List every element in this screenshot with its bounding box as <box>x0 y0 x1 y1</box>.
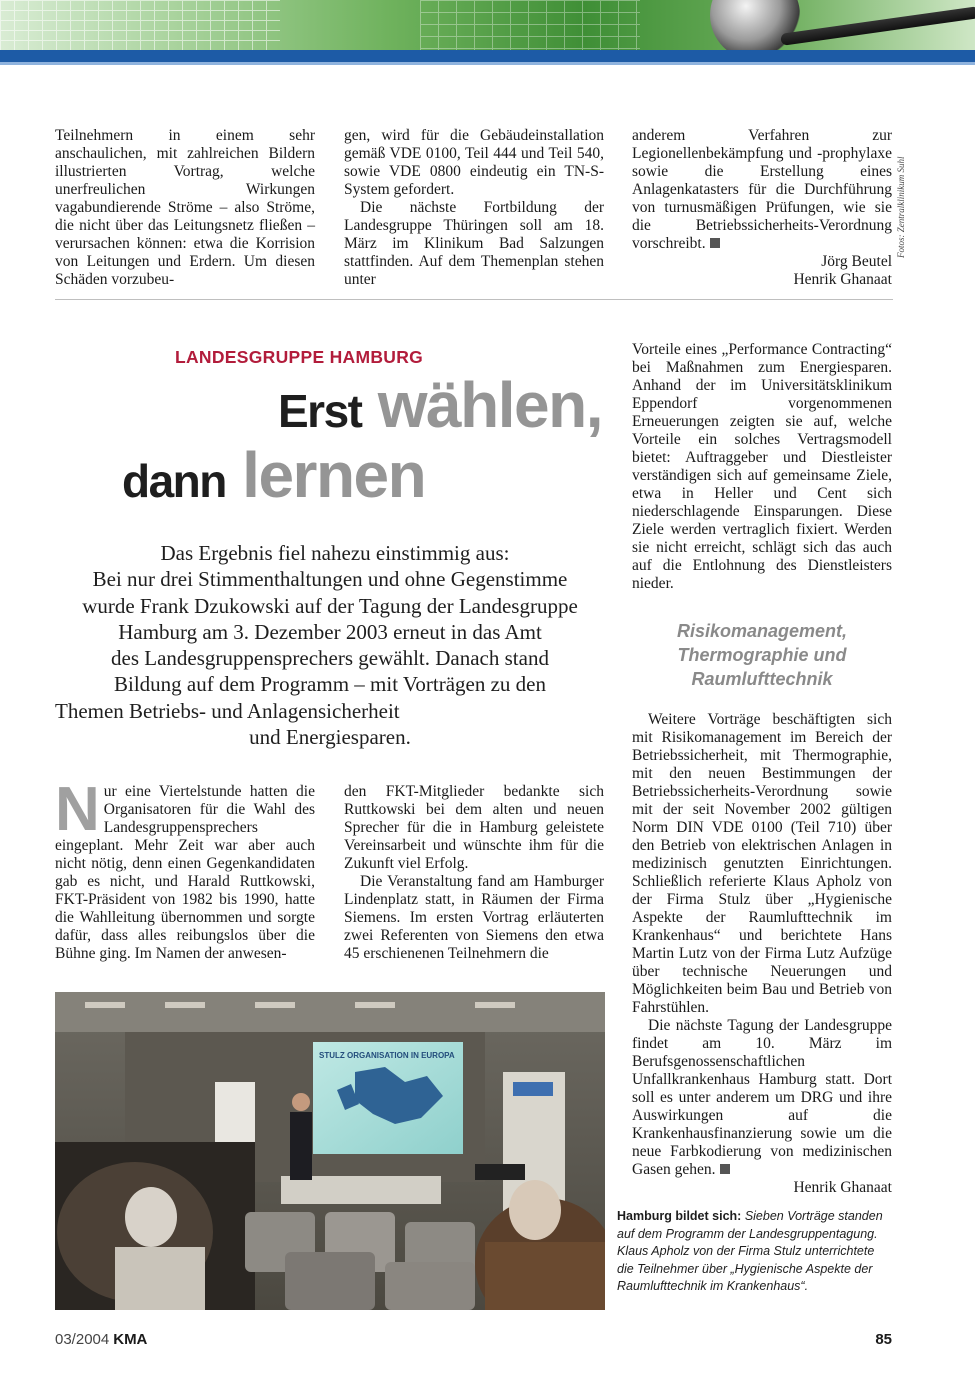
headline-word-lernen: lernen <box>242 439 426 511</box>
body-column-2-paragraph-1: den FKT-Mitglieder bedankte sich Ruttkowski bei dem alten und neuen Sprecher für die in Hamburg geleistete Vereinsarbeit und wünschte ihm für die Zukunft viel Erfolg. <box>344 783 604 872</box>
subhead-line: Thermographie und <box>677 645 847 665</box>
drop-cap: N <box>55 775 100 844</box>
grid-graphic <box>420 0 640 50</box>
photo-caption <box>617 1208 887 1296</box>
top-column-1 <box>55 127 315 289</box>
headline-word-waehlen: wählen, <box>377 369 602 441</box>
body-column-1-text <box>55 775 315 963</box>
header-banner-image <box>0 0 975 50</box>
headline-word-dann: dann <box>122 455 226 507</box>
subhead-line: Risikomanagement, <box>676 621 848 641</box>
top-column-3-paragraph: anderem Verfahren zur Legionellenbekämpfung und -prophylaxe sowie die Erstellung eines Anlagenkatasters für die Durchführung von turnusmäßigen Prüfungen, wie sie die Betriebssicherheits-Verordnung vorschreibt. <box>632 127 892 252</box>
intro-line: wurde Frank Dzukowski auf der Tagung der Landesgruppe <box>82 593 578 618</box>
caption-lead: Hamburg bildet sich: <box>617 1209 742 1223</box>
slide-title: STULZ ORGANISATION IN EUROPA <box>319 1051 455 1060</box>
intro-line: Hamburg am 3. Dezember 2003 erneut in das Amt <box>118 619 542 644</box>
subhead-line: Raumlufttechnik <box>691 669 833 689</box>
body-column-1-paragraph: ur eine Viertelstunde hatten die Organisatoren für die Wahl des Landesgruppensprechers eingeplant. Mehr Zeit war aber auch nicht nötig, denn einen Gegenkandidaten gab es nicht, und Harald Ruttkowski, FKT-Präsident von 1982 bis 1990, hatte die Wahlleitung übernommen und sorgte dafür, dass alles reibungslos über die Bühne ging. Im Namen der anwesen- <box>55 783 315 962</box>
body-column-3-text: Vorteile eines „Performance Contracting“ bei Maßnahmen zum Energiesparen. Anhand der im Universitätsklinikum Eppendorf vorgenommenen Erneuerungen zeigten sie auf, welche Vorteile ein solches Vertragsmodell bietet: Auftraggeber und Diestleister verständigen sich auf gemeinsame Ziele, etwa in Heller und Cent sich niederschlagende Einsparungen. Diese Ziele werden vertraglich fixiert. Werden sie nicht erreicht, schlägt sich das auch auf die Entlohnung des Dienstleisters nieder. <box>632 341 892 592</box>
end-mark-icon <box>710 238 720 248</box>
body-column-4-paragraph-2-text: Die nächste Tagung der Landesgruppe findet am 10. März im Berufsgenossenschaftlichen Unfallkrankenhaus Hamburg statt. Dort soll es unter anderem um DRG und ihre Auswirkungen auf die Krankenhausfinanzierung sowie um die neue Farbkodierung von medizinischen Gasen gehen. <box>632 1017 892 1178</box>
body-column-2-paragraph-2: Die Veranstaltung fand am Hamburger Lindenplatz statt, in Räumen der Firma Siemens. Im ersten Vortrag erläuterten zwei Referenten von Siemens den etwa 45 erschienenen Teilnehmern die <box>344 873 604 962</box>
body-column-3 <box>632 341 892 593</box>
body-column-4-paragraph-1: Weitere Vorträge beschäftigten sich mit Risikomanagement im Bereich der Betriebssicherheit, mit Thermographie, mit den neuen Bestimmungen der Betriebssicherheits-Verordnung sowie mit der seit November 2002 gültigen Norm DIN VDE 0100 (Teil 710) über den Betrieb von elektrischen Anlagen in medizinisch genutzten Einrichtungen. Schließlich referierte Klaus Apholz von der Firma Stulz über „Hygienische Aspekte der Raumlufttechnik im Krankenhaus“ und berichtete Hans Martin Lutz von der Firma Lutz Aufzüge über technische Neuerungen und Möglichkeiten beim Bau und Betrieb von Fahrstühlen. <box>632 711 892 1016</box>
conference-photo-drawing <box>55 992 605 1310</box>
top-column-3 <box>632 127 892 289</box>
top-column-2-paragraph-2: Die nächste Fortbildung der Landesgruppe Thüringen soll am 18. März im Klinikum Bad Salzungen stattfinden. Auf dem Themenplan stehen unter <box>344 199 604 288</box>
photo-credit-text: Fotos: Zentralklinikum Suhl <box>896 156 906 258</box>
headline-word-erst: Erst <box>278 385 362 437</box>
conference-photo <box>55 992 605 1310</box>
body-column-4-paragraph-2 <box>632 1017 892 1179</box>
headline-line-2 <box>122 440 425 516</box>
top-column-3-text <box>632 127 892 253</box>
section-subhead <box>632 619 892 691</box>
magazine-name: KMA <box>113 1331 148 1348</box>
headline-line-1 <box>278 370 602 446</box>
author-joerg-beutel: Jörg Beutel <box>821 253 892 270</box>
photo-credit <box>896 140 908 260</box>
intro-line: Bildung auf dem Programm – mit Vorträgen zu den <box>114 672 546 697</box>
body-column-2 <box>344 783 604 963</box>
issue-date: 03/2004 <box>55 1331 110 1348</box>
caption-text: Sieben Vorträge standen auf dem Programm der Landesgruppentagung. Klaus Apholz von der Firma Stulz unterrichtete die Teilnehmer über „Hygienische Aspekte der Raumlufttechnik im Krankenhaus“. <box>617 1209 883 1293</box>
article-intro <box>55 540 605 750</box>
author-henrik-ghanaat-top: Henrik Ghanaat <box>793 271 892 288</box>
section-divider <box>55 299 893 300</box>
author-henrik-ghanaat: Henrik Ghanaat <box>793 1179 892 1196</box>
intro-line: Themen Betriebs- und Anlagensicherheit <box>55 698 400 723</box>
body-column-4 <box>632 711 892 1197</box>
intro-line: Bei nur drei Stimmenthaltungen und ohne Gegenstimme <box>92 567 568 592</box>
stethoscope-tube-graphic <box>780 6 975 46</box>
intro-line: und Energiesparen. <box>249 725 411 750</box>
page-number: 85 <box>875 1331 892 1348</box>
spreadsheet-graphic <box>0 0 280 50</box>
body-column-1 <box>55 775 315 963</box>
end-mark-icon <box>720 1164 730 1174</box>
footer-issue <box>55 1331 147 1348</box>
top-column-1-text: Teilnehmern in einem sehr anschaulichen, mit zahlreichen Bildern illustrierten Vortrag, welche unerfreulichen Wirkungen vagabundierende Ströme – also Ströme, die nicht über das Leitungsnetz fließen – verursachen können: etwa die Korrision von Leitungen und Erdern. Um diesen Schäden vorzubeu- <box>55 127 315 288</box>
top-column-2 <box>344 127 604 289</box>
intro-line: Das Ergebnis fiel nahezu einstimmig aus: <box>160 541 510 565</box>
header-rule <box>0 50 975 62</box>
article-kicker: LANDESGRUPPE HAMBURG <box>175 347 424 367</box>
header-rule-light <box>0 62 975 65</box>
intro-line: des Landesgruppensprechers gewählt. Danach stand <box>111 646 549 671</box>
top-column-2-paragraph-1: gen, wird für die Gebäudeinstallation gemäß VDE 0100, Teil 444 und Teil 540, sowie VDE 0800 eindeutig ein TN-S-System gefordert. <box>344 127 604 198</box>
